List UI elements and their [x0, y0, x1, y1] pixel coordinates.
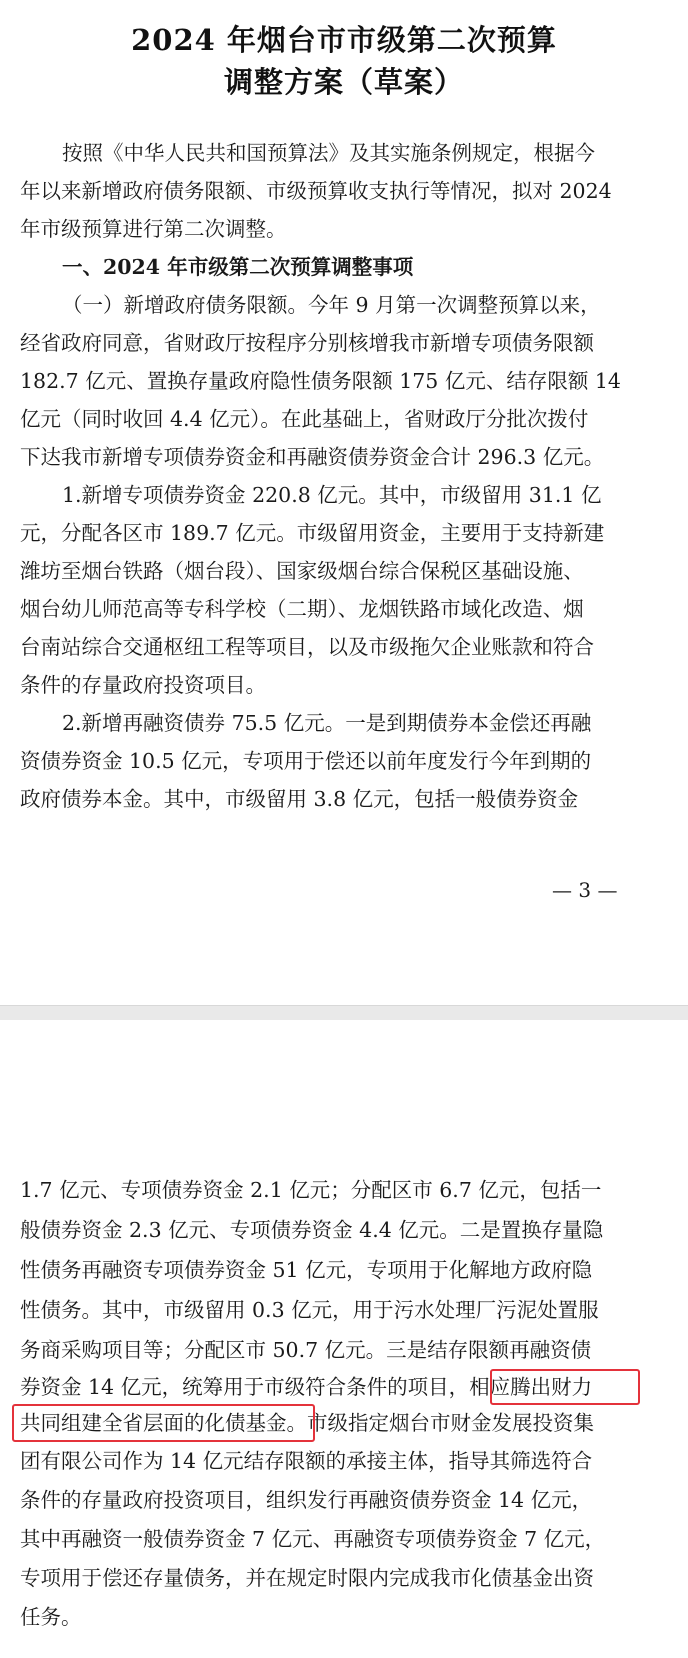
paragraph-line: 台南站综合交通枢纽工程等项目，以及市级拖欠企业账款和符合 — [20, 635, 594, 659]
paragraph-line: 年市级预算进行第二次调整。 — [20, 217, 287, 241]
paragraph-line: 元，分配各区市 189.7 亿元。市级留用资金，主要用于支持新建 — [20, 521, 605, 545]
document-title-line-1: 2024 年烟台市市级第二次预算 — [131, 23, 557, 57]
paragraph-line: 下达我市新增专项债券资金和再融资债券资金合计 296.3 亿元。 — [20, 445, 605, 469]
paragraph-line: 1.新增专项债券资金 220.8 亿元。其中，市级留用 31.1 亿 — [62, 483, 602, 507]
paragraph-line: 按照《中华人民共和国预算法》及其实施条例规定，根据今 — [62, 141, 595, 165]
paragraph-line: 182.7 亿元、置换存量政府隐性债务限额 175 亿元、结存限额 14 — [20, 369, 621, 393]
section-heading: 一、2024 年市级第二次预算调整事项 — [62, 255, 414, 279]
paragraph-line: 专项用于偿还存量债务，并在规定时限内完成我市化债基金出资 — [20, 1566, 594, 1590]
page-number: — 3 — — [552, 878, 618, 902]
paragraph-line-highlighted: 券资金 14 亿元，统筹用于市级符合条件的项目，相应腾出财力 — [20, 1375, 593, 1399]
paragraph-line: （一）新增政府债务限额。今年 9 月第一次调整预算以来， — [62, 293, 601, 317]
paragraph-line: 务商采购项目等；分配区市 50.7 亿元。三是结存限额再融资债 — [20, 1338, 592, 1362]
paragraph-line: 经省政府同意，省财政厅按程序分别核增我市新增专项债务限额 — [20, 331, 594, 355]
paragraph-line: 其中再融资一般债券资金 7 亿元、再融资专项债券资金 7 亿元， — [20, 1527, 606, 1551]
paragraph-line: 资债券资金 10.5 亿元，专项用于偿还以前年度发行今年到期的 — [20, 749, 592, 773]
paragraph-line: 1.7 亿元、专项债券资金 2.1 亿元；分配区市 6.7 亿元，包括一 — [20, 1178, 602, 1202]
paragraph-line: 烟台幼儿师范高等专科学校（二期）、龙烟铁路市域化改造、烟 — [20, 597, 584, 621]
paragraph-line: 潍坊至烟台铁路（烟台段）、国家级烟台综合保税区基础设施、 — [20, 559, 584, 583]
paragraph-line: 性债务再融资专项债券资金 51 亿元，专项用于化解地方政府隐 — [20, 1258, 593, 1282]
paragraph-line: 2.新增再融资债券 75.5 亿元。一是到期债券本金偿还再融 — [62, 711, 592, 735]
paragraph-line: 性债务。其中，市级留用 0.3 亿元，用于污水处理厂污泥处置服 — [20, 1298, 599, 1322]
paragraph-line: 亿元（同时收回 4.4 亿元）。在此基础上，省财政厅分批次拨付 — [20, 407, 589, 431]
paragraph-line: 政府债券本金。其中，市级留用 3.8 亿元，包括一般债券资金 — [20, 787, 579, 811]
paragraph-line: 条件的存量政府投资项目。 — [20, 673, 266, 697]
document-title-line-2: 调整方案（草案） — [223, 65, 464, 99]
paragraph-line-highlighted: 共同组建全省层面的化债基金。市级指定烟台市财金发展投资集 — [20, 1411, 594, 1435]
paragraph-line: 年以来新增政府债务限额、市级预算收支执行等情况，拟对 2024 — [20, 179, 612, 203]
paragraph-line: 任务。 — [20, 1605, 82, 1629]
paragraph-line: 团有限公司作为 14 亿元结存限额的承接主体，指导其筛选符合 — [20, 1449, 593, 1473]
paragraph-line: 般债券资金 2.3 亿元、专项债券资金 4.4 亿元。二是置换存量隐 — [20, 1218, 604, 1242]
paragraph-line: 条件的存量政府投资项目，组织发行再融资债券资金 14 亿元， — [20, 1488, 593, 1512]
